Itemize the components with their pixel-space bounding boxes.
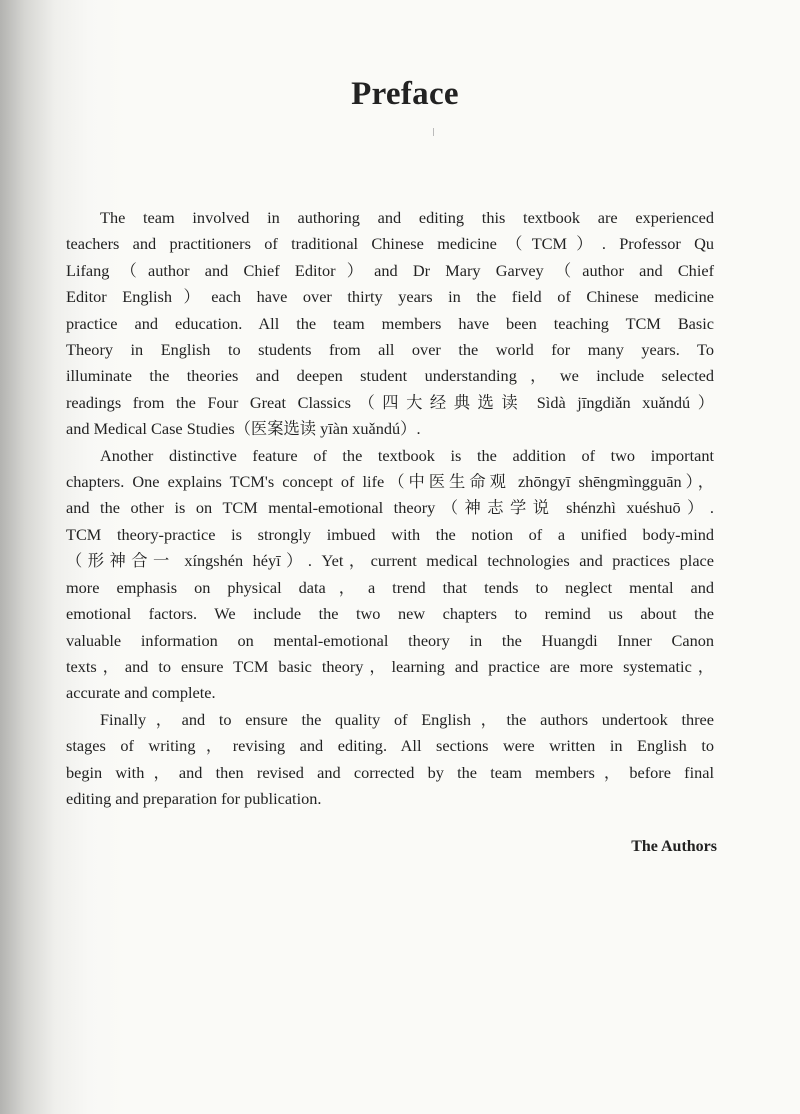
text-line: illuminate the theories and deepen student understanding，we include selected xyxy=(66,366,714,386)
text-line: texts，and to ensure TCM basic theory，learning and practice are more systematic， xyxy=(66,656,714,676)
paragraph-2 xyxy=(66,443,714,707)
text-line: chapters. One explains TCM's concept of life（中医生命观 zhōngyī shēngmìngguān）， xyxy=(66,472,714,492)
text-line: teachers and practitioners of traditional Chinese medicine（TCM）. Professor Qu xyxy=(66,234,714,254)
text-line: more emphasis on physical data，a trend that tends to neglect mental and xyxy=(66,577,714,597)
text-line: readings from the Four Great Classics（四大经典选读 Sìdà jīngdiǎn xuǎndú） xyxy=(66,392,714,412)
text-line: Finally，and to ensure the quality of English，the authors undertook three xyxy=(100,709,714,729)
text-line: begin with，and then revised and corrected by the team members，before final xyxy=(66,762,714,782)
signature: The Authors xyxy=(631,838,717,855)
text-line: practice and education. All the team members have been teaching TCM Basic xyxy=(66,313,714,333)
page-mark xyxy=(433,128,434,136)
text-line: valuable information on mental-emotional theory in the Huangdi Inner Canon xyxy=(66,630,714,650)
text-line: TCM theory-practice is strongly imbued with the notion of a unified body-mind xyxy=(66,524,714,544)
preface-body xyxy=(66,205,714,812)
text-line: Lifang（author and Chief Editor）and Dr Mary Garvey（author and Chief xyxy=(66,260,714,280)
text-line: Theory in English to students from all over the world for many years. To xyxy=(66,340,714,360)
text-line: Another distinctive feature of the textbook is the addition of two important xyxy=(100,445,714,465)
text-line: accurate and complete. xyxy=(66,683,216,703)
paragraph-1 xyxy=(66,205,714,443)
text-line: Editor English）each have over thirty years in the field of Chinese medicine xyxy=(66,287,714,307)
text-line: and Medical Case Studies（医案选读 yīàn xuǎndú）. xyxy=(66,419,421,439)
paragraph-3 xyxy=(66,707,714,813)
text-line: （形神合一 xíngshén héyī）. Yet，current medical technologies and practices place xyxy=(66,551,714,571)
text-line: editing and preparation for publication. xyxy=(66,788,322,808)
text-line: The team involved in authoring and editing this textbook are experienced xyxy=(100,208,714,227)
text-line: stages of writing，revising and editing. All sections were written in English to xyxy=(66,736,714,756)
page-title: Preface xyxy=(351,76,459,112)
text-line: and the other is on TCM mental-emotional theory（神志学说 shénzhì xuéshuō）. xyxy=(66,498,714,518)
text-line: emotional factors. We include the two new chapters to remind us about the xyxy=(66,604,714,624)
